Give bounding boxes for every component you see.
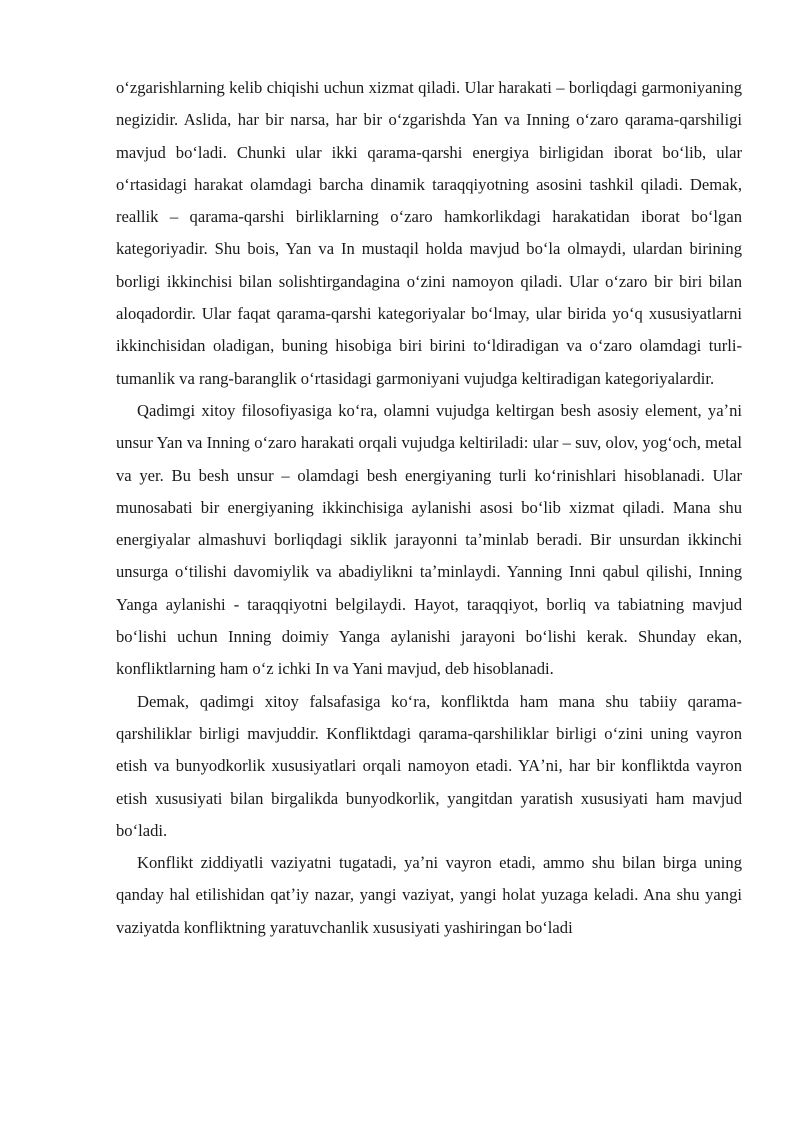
- body-text: [116, 72, 742, 944]
- paragraph: Qadimgi xitoy filosofiyasiga koʻra, olamni vujudga keltirgan besh asosiy element, yaʼni unsur Yan va Inning oʻzaro harakati orqali vujudga keltiriladi: ular – suv, olov, yogʻoch, metal va yer. Bu besh unsur – olamdagi besh energiyaning turli koʻrinishlari hisoblanadi. Ular munosabati bir energiyaning ikkinchisiga aylanishi asosi boʻlib xizmat qiladi. Mana shu energiyalar almashuvi borliqdagi siklik jarayonni taʼminlab beradi. Bir unsurdan ikkinchi unsurga oʻtilishi davomiylik va abadiylikni taʼminlaydi. Yanning Inni qabul qilishi, Inning Yanga aylanishi - taraqqiyotni belgilaydi. Hayot, taraqqiyot, borliq va tabiatning mavjud boʻlishi uchun Inning doimiy Yanga aylanishi jarayoni boʻlishi kerak. Shunday ekan, konfliktlarning ham oʻz ichki In va Yani mavjud, deb hisoblanadi.: [116, 400, 742, 679]
- paragraph: Konflikt ziddiyatli vaziyatni tugatadi, yaʼni vayron etadi, ammo shu bilan birga uning qanday hal etilishidan qatʼiy nazar, yangi vaziyat, yangi holat yuzaga keladi. Ana shu yangi vaziyatda konfliktning yaratuvchanlik xususiyati yashiringan boʻladi: [116, 853, 742, 937]
- paragraph: Demak, qadimgi xitoy falsafasiga koʻra, konfliktda ham mana shu tabiiy qarama-qarshiliklar birligi mavjuddir. Konfliktdagi qarama-qarshiliklar birligi oʻzini uning vayron etish va bunyodkorlik xususiyatlari orqali namoyon etadi. YAʼni, har bir konfliktda vayron etish xususiyati bilan birgalikda bunyodkorlik, yangitdan yaratish xususiyati ham mavjud boʻladi.: [116, 691, 742, 840]
- paragraph-continued: oʻzgarishlarning kelib chiqishi uchun xizmat qiladi. Ular harakati – borliqdagi garmoniyaning negizidir. Aslida, har bir narsa, har bir oʻzgarishda Yan va Inning oʻzaro qarama-qarshiligi mavjud boʻladi. Chunki ular ikki qarama-qarshi energiya birligidan iborat boʻlib, ular oʻrtasidagi harakat olamdagi barcha dinamik taraqqiyotning asosini tashkil qiladi. Demak, reallik – qarama-qarshi birliklarning oʻzaro hamkorlikdagi harakatidan iborat boʻlgan kategoriyadir. Shu bois, Yan va In mustaqil holda mavjud boʻla olmaydi, ulardan birining borligi ikkinchisi bilan solishtirgandagina oʻzini namoyon qiladi. Ular oʻzaro bir biri bilan aloqadordir. Ular faqat qarama-qarshi kategoriyalar boʻlmay, ular birida yoʻq xususiyatlarni ikkinchisidan oladigan, buning hisobiga biri birini toʻldiradigan va oʻzaro olamdagi turli-tumanlik va rang-baranglik oʻrtasidagi garmoniyani vujudga keltiradigan kategoriyalardir.: [116, 78, 742, 388]
